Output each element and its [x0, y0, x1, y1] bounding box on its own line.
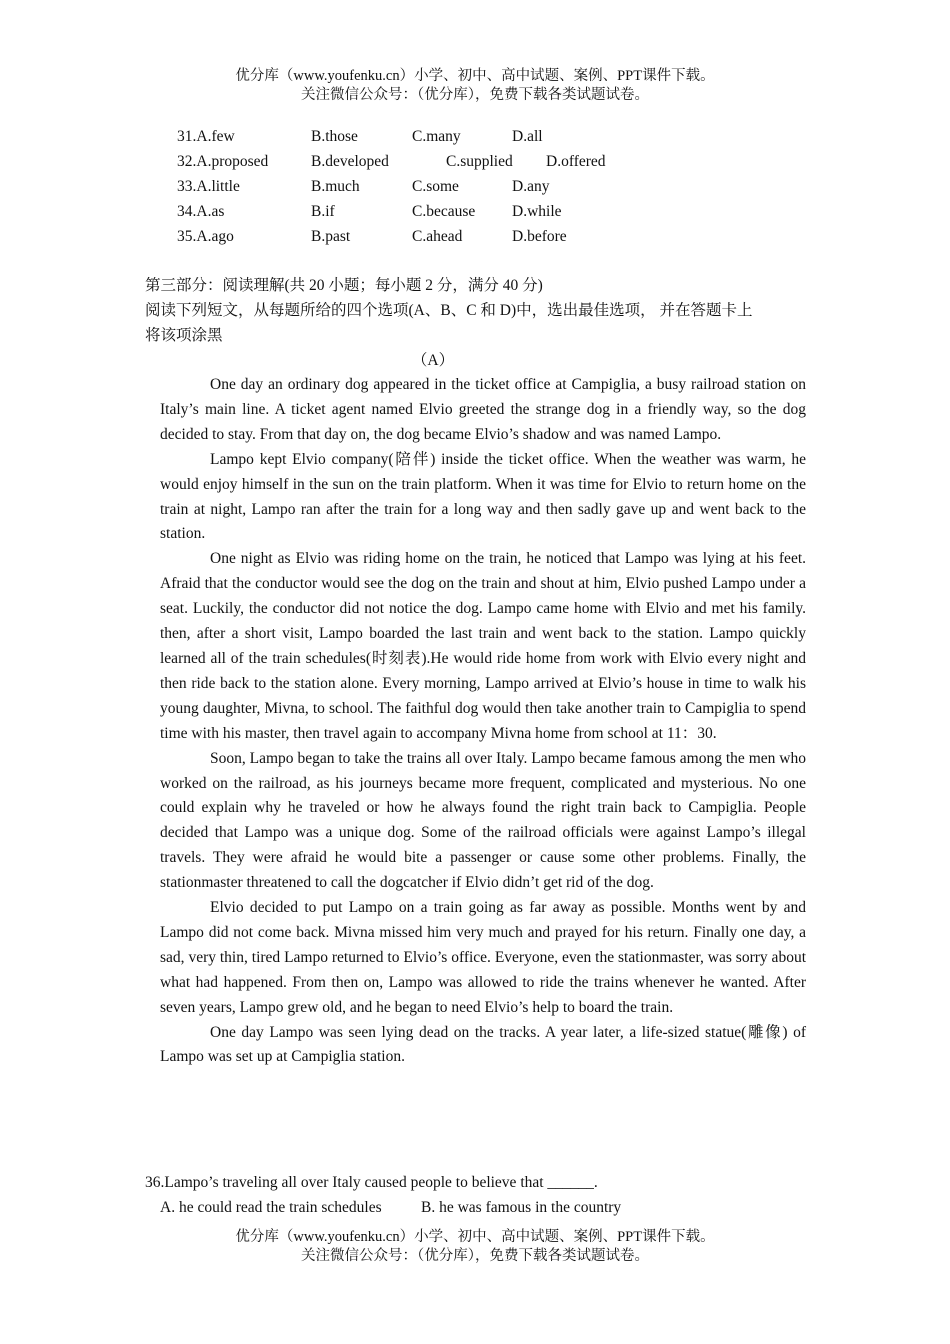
- page-header: [0, 67, 950, 105]
- paragraph: One night as Elvio was riding home on the train, he noticed that Lampo was lying at his feet. Afraid that the conductor would see the dog on the train and shout at him, Elvio pushed Lampo under a seat. Luckily, the conductor did not notice the dog. Lampo came home with Elvio and met his family. then, after a short visit, Lampo boarded the last train and went back to the station. Lampo quickly learned all of the train schedules(时刻表).He would ride home from work with Elvio every night and then ride back to the station alone. Every morning, Lampo arrived at Elvio’s house in time to walk his young daughter, Mivna, to school. The faithful dog would then take another train to Campiglia to spend time with his master, then travel again to accompany Mivna home from school at 11：30.: [160, 550, 806, 742]
- option-b: B.if: [311, 203, 335, 220]
- section-instruction-cont: 将该项涂黑: [145, 327, 223, 344]
- page-footer: [0, 1228, 950, 1266]
- header-line-2: 关注微信公众号：（优分库），免费下载各类试题试卷。: [301, 87, 649, 103]
- paragraph: Elvio decided to put Lampo on a train going as far away as possible. Months went by and Lampo did not come back. Mivna missed him very much and prayed for his return. Finally one day, a sad, very thin, tired Lampo returned to Elvio’s office. Everyone, even the stationmaster, was sorry about what had happened. From then on, Lampo was allowed to ride the trains whenever he wanted. After seven years, Lampo grew old, and he began to need Elvio’s help to board the train.: [160, 899, 806, 1016]
- option-b: B.much: [311, 178, 360, 195]
- option-c: C.many: [412, 128, 461, 145]
- section-instruction: 阅读下列短文，从每题所给的四个选项(A、B、C 和 D)中，选出最佳选项， 并在答题卡上: [145, 302, 753, 319]
- option-c: C.supplied: [446, 153, 513, 170]
- option-a: 34.A.as: [177, 203, 225, 220]
- option-d: D.all: [512, 128, 543, 145]
- option-d: D.while: [512, 203, 562, 220]
- option-d: D.any: [512, 178, 550, 195]
- question-36-option-b: B. he was famous in the country: [421, 1199, 622, 1216]
- passage-a: [160, 373, 806, 1070]
- footer-line-2: 关注微信公众号：（优分库），免费下载各类试题试卷。: [301, 1248, 649, 1264]
- option-a: 35.A.ago: [177, 228, 234, 245]
- paragraph: One day an ordinary dog appeared in the ticket office at Campiglia, a busy railroad station on Italy’s main line. A ticket agent named Elvio greeted the strange dog in a friendly way, so the dog decided to stay. From that day on, the dog became Elvio’s shadow and was named Lampo.: [160, 376, 806, 443]
- option-a: 33.A.little: [177, 178, 240, 195]
- passage-label: （A）: [411, 352, 455, 369]
- option-c: C.because: [412, 203, 476, 220]
- option-b: B.those: [311, 128, 358, 145]
- header-line-1: 优分库（www.youfenku.cn）小学、初中、高中试题、案例、PPT课件下载。: [235, 68, 715, 84]
- section-title: 第三部分：阅读理解(共 20 小题；每小题 2 分，满分 40 分): [145, 277, 543, 294]
- paragraph: Lampo kept Elvio company(陪伴) inside the ticket office. When the weather was warm, he would enjoy himself in the sun on the train platform. When it was time for Elvio to return home on the train at night, Lampo ran after the train for a long way and then sadly gave up and went back to the station.: [160, 450, 806, 543]
- question-36-stem: 36.Lampo’s traveling all over Italy caused people to believe that ______.: [145, 1174, 598, 1191]
- option-b: B.developed: [311, 153, 389, 170]
- option-d: D.offered: [546, 153, 606, 170]
- option-b: B.past: [311, 228, 351, 245]
- footer-line-1: 优分库（www.youfenku.cn）小学、初中、高中试题、案例、PPT课件下载。: [235, 1229, 715, 1245]
- option-c: C.some: [412, 178, 459, 195]
- option-a: 31.A.few: [177, 128, 235, 145]
- paragraph: Soon, Lampo began to take the trains all over Italy. Lampo became famous among the men who worked on the railroad, as his journeys became more frequent, complicated and mysterious. No one could explain why he traveled or how he always found the right train back to Campiglia. People decided that Lampo was a unique dog. Some of the railroad officials were against Lampo’s illegal travels. They were afraid he would bite a passenger or cause some other problems. Finally, the stationmaster threatened to call the dogcatcher if Elvio didn’t get rid of the dog.: [160, 749, 806, 892]
- question-36-option-a: A. he could read the train schedules: [160, 1199, 382, 1216]
- option-c: C.ahead: [412, 228, 463, 245]
- option-d: D.before: [512, 228, 567, 245]
- option-a: 32.A.proposed: [177, 153, 269, 170]
- paragraph: One day Lampo was seen lying dead on the tracks. A year later, a life-sized statue(雕像) of Lampo was set up at Campiglia station.: [160, 1023, 806, 1066]
